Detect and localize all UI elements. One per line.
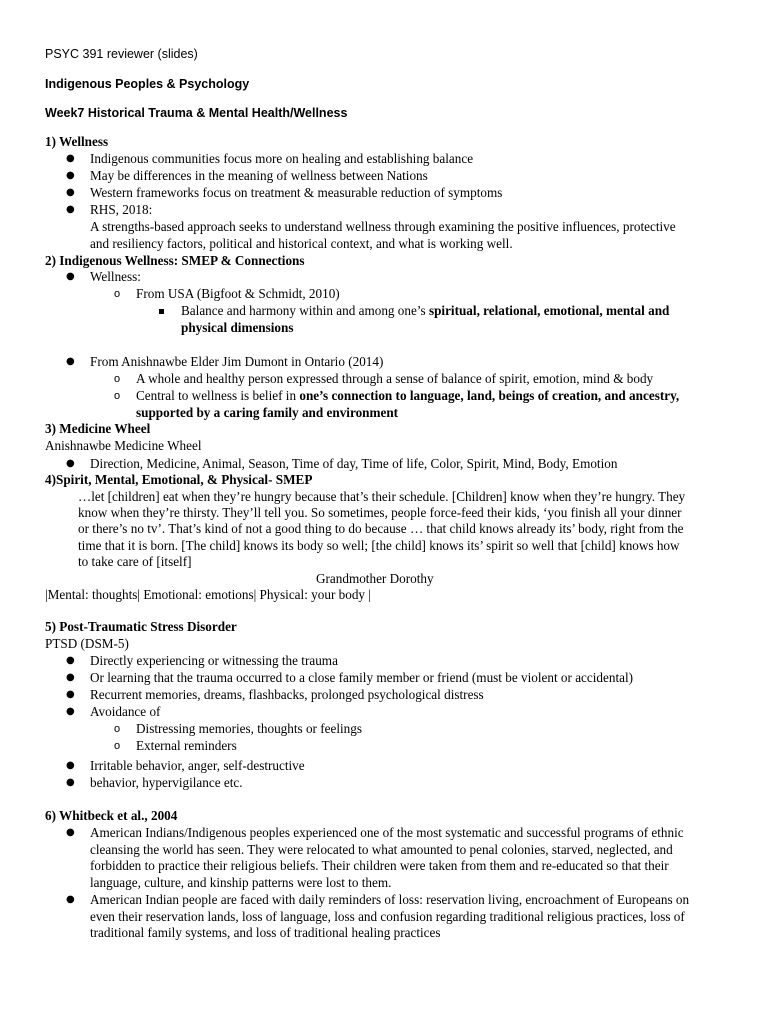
list-item: Or learning that the trauma occurred to a close family member or friend (must be violent or accidental) <box>90 670 634 685</box>
section-4-heading: 4)Spirit, Mental, Emotional, & Physical- SMEP <box>45 472 313 487</box>
quote-line: …let [children] eat when they’re hungry because that’s their schedule. [Children] know when they’re hungry. They <box>78 489 686 504</box>
list-item: May be differences in the meaning of wellness between Nations <box>90 168 428 183</box>
section-5-heading: 5) Post-Traumatic Stress Disorder <box>45 619 237 634</box>
quote-line: time that it is born. [The child] knows its body so well; [the child] knows its’ spirit so well that [child] knows how <box>78 538 680 553</box>
quote-line: or there’s no tv’. That’s kind of not a good thing to do because … that child knows already its’ body, right from the <box>78 521 684 536</box>
list-item: RHS, 2018: <box>90 202 153 217</box>
list-item: Central to wellness is belief in one’s connection to language, land, beings of creation, and ancestry, <box>136 388 680 403</box>
bullet-icon: ● <box>66 760 75 771</box>
list-item: Distressing memories, thoughts or feelings <box>136 721 362 736</box>
bullet-icon: ● <box>66 894 75 905</box>
quote-line: to take care of [itself] <box>78 554 192 569</box>
bullet-icon: ● <box>66 153 75 164</box>
bullet-icon: ● <box>66 689 75 700</box>
section-3-subheading: Anishnawbe Medicine Wheel <box>45 438 202 453</box>
list-item: From USA (Bigfoot & Schmidt, 2010) <box>136 286 340 301</box>
quote-attribution: Grandmother Dorothy <box>316 571 434 586</box>
paragraph-line: American Indians/Indigenous peoples experienced one of the most systematic and successful programs of ethnic <box>90 825 684 840</box>
bullet-icon: ● <box>66 204 75 215</box>
paragraph-line: even their reservation lands, loss of language, loss and confusion regarding traditional religious practices, loss of <box>90 909 685 924</box>
section-6-heading: 6) Whitbeck et al., 2004 <box>45 808 178 823</box>
rhs-text: A strengths-based approach seeks to understand wellness through examining the positive influences, protective <box>90 219 676 234</box>
circle-bullet-icon: o <box>114 740 121 752</box>
list-item: Balance and harmony within and among one’s spiritual, relational, emotional, mental and <box>181 303 670 318</box>
list-item: behavior, hypervigilance etc. <box>90 775 243 790</box>
circle-bullet-icon: o <box>114 373 121 385</box>
list-item: Indigenous communities focus more on healing and establishing balance <box>90 151 474 166</box>
section-2-heading: 2) Indigenous Wellness: SMEP & Connections <box>45 253 305 268</box>
paragraph-line: forbidden to practice their religious beliefs. Their children were taken from them and re-educated so that their <box>90 858 669 873</box>
paragraph-line: traditional family systems, and loss of traditional healing practices <box>90 925 441 940</box>
quote-line: know when they’re thirsty. They’ll tell you. So sometimes, people force-feed their kids, ‘you finish all your dinner <box>78 505 682 520</box>
bullet-icon: ● <box>66 187 75 198</box>
paragraph-line: language, culture, and kinship patterns were lost to them. <box>90 875 392 890</box>
bullet-icon: ● <box>66 356 75 367</box>
bullet-icon: ● <box>66 706 75 717</box>
list-item: From Anishnawbe Elder Jim Dumont in Ontario (2014) <box>90 354 384 369</box>
section-1-heading: 1) Wellness <box>45 134 109 149</box>
bullet-icon: ● <box>66 170 75 181</box>
bullet-icon: ● <box>66 655 75 666</box>
list-item: Avoidance of <box>90 704 161 719</box>
list-item: Western frameworks focus on treatment & measurable reduction of symptoms <box>90 185 503 200</box>
bullet-icon: ● <box>66 458 75 469</box>
week-title: Week7 Historical Trauma & Mental Health/Wellness <box>45 106 348 120</box>
section-5-subheading: PTSD (DSM-5) <box>45 636 129 651</box>
paragraph-line: American Indian people are faced with daily reminders of loss: reservation living, encroachment of Europeans on <box>90 892 690 907</box>
section-3-heading: 3) Medicine Wheel <box>45 421 151 436</box>
circle-bullet-icon: o <box>114 723 121 735</box>
list-item-continued: physical dimensions <box>181 320 294 335</box>
list-item: External reminders <box>136 738 237 753</box>
bullet-icon: ● <box>66 672 75 683</box>
circle-bullet-icon: o <box>114 288 121 300</box>
circle-bullet-icon: o <box>114 390 121 402</box>
subject-title: Indigenous Peoples & Psychology <box>45 77 250 91</box>
list-item: Irritable behavior, anger, self-destructive <box>90 758 305 773</box>
list-item: Wellness: <box>90 269 141 284</box>
paragraph-line: cleansing the world has seen. They were relocated to what amounted to penal colonies, starved, neglected, and <box>90 842 673 857</box>
square-bullet-icon <box>159 309 164 314</box>
list-item: A whole and healthy person expressed through a sense of balance of spirit, emotion, mind & body <box>136 371 654 386</box>
bullet-icon: ● <box>66 827 75 838</box>
smep-summary: |Mental: thoughts| Emotional: emotions| Physical: your body | <box>45 587 371 602</box>
rhs-text: and resiliency factors, political and historical context, and what is working well. <box>90 236 513 251</box>
list-item: Directly experiencing or witnessing the trauma <box>90 653 338 668</box>
list-item: Recurrent memories, dreams, flashbacks, prolonged psychological distress <box>90 687 484 702</box>
bullet-icon: ● <box>66 271 75 282</box>
list-item: Direction, Medicine, Animal, Season, Time of day, Time of life, Color, Spirit, Mind, Body, Emotion <box>90 456 618 471</box>
list-item-continued: supported by a caring family and environment <box>136 405 399 420</box>
bullet-icon: ● <box>66 777 75 788</box>
course-title: PSYC 391 reviewer (slides) <box>45 47 198 61</box>
